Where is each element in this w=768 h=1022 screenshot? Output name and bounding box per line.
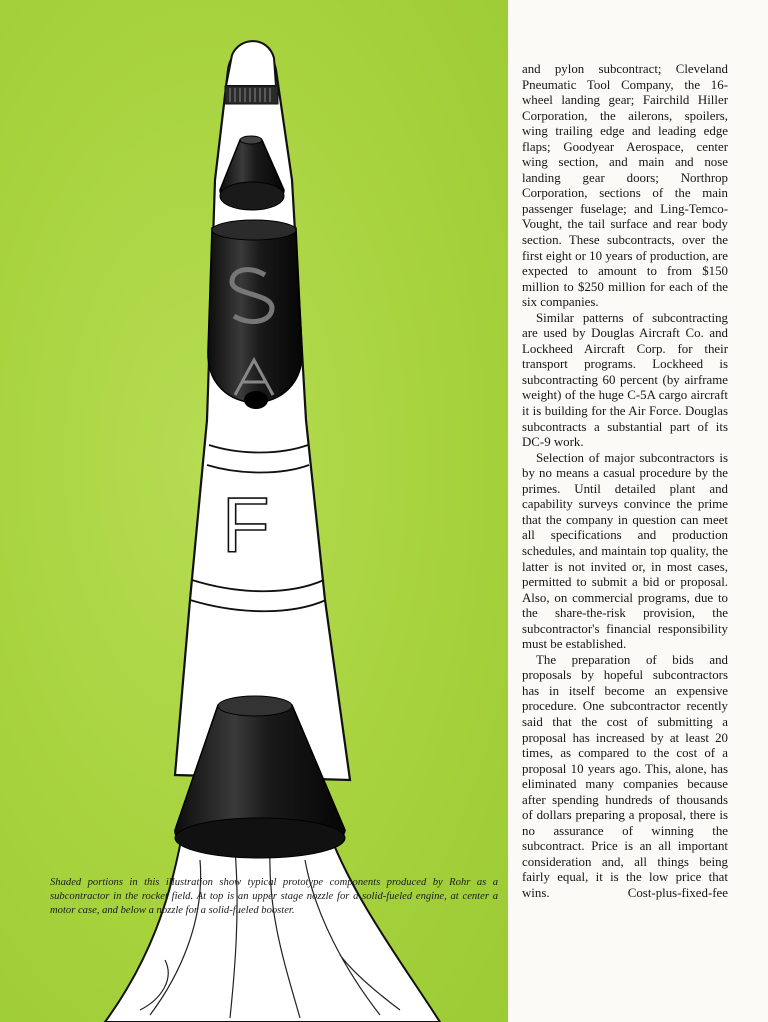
upper-nozzle-throat xyxy=(240,136,262,144)
motor-case-port xyxy=(244,391,268,409)
motor-case-top xyxy=(212,220,296,240)
article-text-column xyxy=(522,62,728,902)
upper-nozzle-exit xyxy=(220,182,284,210)
motor-case xyxy=(208,228,302,403)
nose-cone xyxy=(226,41,276,86)
booster-nozzle-exit xyxy=(175,818,345,858)
booster-nozzle-top xyxy=(218,696,292,716)
illustration-caption: Shaded portions in this illustration show typical prototype components produced by Rohr as a subcontractor in the rocket field. At top is an upper stage nozzle for a solid-fueled engine, at center a motor case, and below a nozzle for a solid-fueled booster. xyxy=(50,877,498,916)
exhaust-plume xyxy=(105,835,440,1022)
rocket-letter: F xyxy=(222,481,270,569)
article-paragraph-2: Similar patterns of subcontracting are used by Douglas Aircraft Co. and Lockheed Aircraft Corp. for their transport programs. Lockheed is subcontracting 60 percent (by airframe weight) of the huge C-5A cargo aircraft it is building for the Air Force. Douglas subcontracts a substantial part of its DC-9 work. xyxy=(522,310,728,450)
article-paragraph-4: The preparation of bids and proposals by hopeful subcontractors has in itself become an expensive procedure. One subcontractor recently said that the cost of submitting a proposal has increased by at least 20 times, as compared to the cost of a proposal 10 years ago. This, alone, has eliminated many companies because after spending hundreds of thousands of dollars preparing a proposal, there is no assurance of winning the subcontract. Price is an all important consideration and, all things being fairly equal, it is the low price that wins. Cost-plus-fixed-fee xyxy=(522,652,728,900)
article-paragraph-3: Selection of major subcontractors is by no means a casual procedure by the primes. Until detailed plant and capability surveys convince the prime that the company in question can meet all specifications and production schedules, and maintain top quality, the latter is not invited or, in most cases, permitted to submit a bid or proposal. Also, on commercial programs, due to the share-the-risk provision, the subcontractor's financial responsibility must be established. xyxy=(522,450,728,652)
article-paragraph-1: and pylon subcontract; Cleveland Pneumatic Tool Company, the 16-wheel landing gear; Fairchild Hiller Corporation, the ailerons, spoilers, wing trailing edge and leading edge flaps; Goodyear Aerospace, center wing section, and main and nose landing gear doors; Northrop Corporation, sections of the main passenger fuselage; and Ling-Temco-Vought, the tail surface and rear body section. These subcontracts, over the first eight or 10 years of production, are expected to amount to from $150 million to $250 million for each of the six companies. xyxy=(522,62,728,310)
